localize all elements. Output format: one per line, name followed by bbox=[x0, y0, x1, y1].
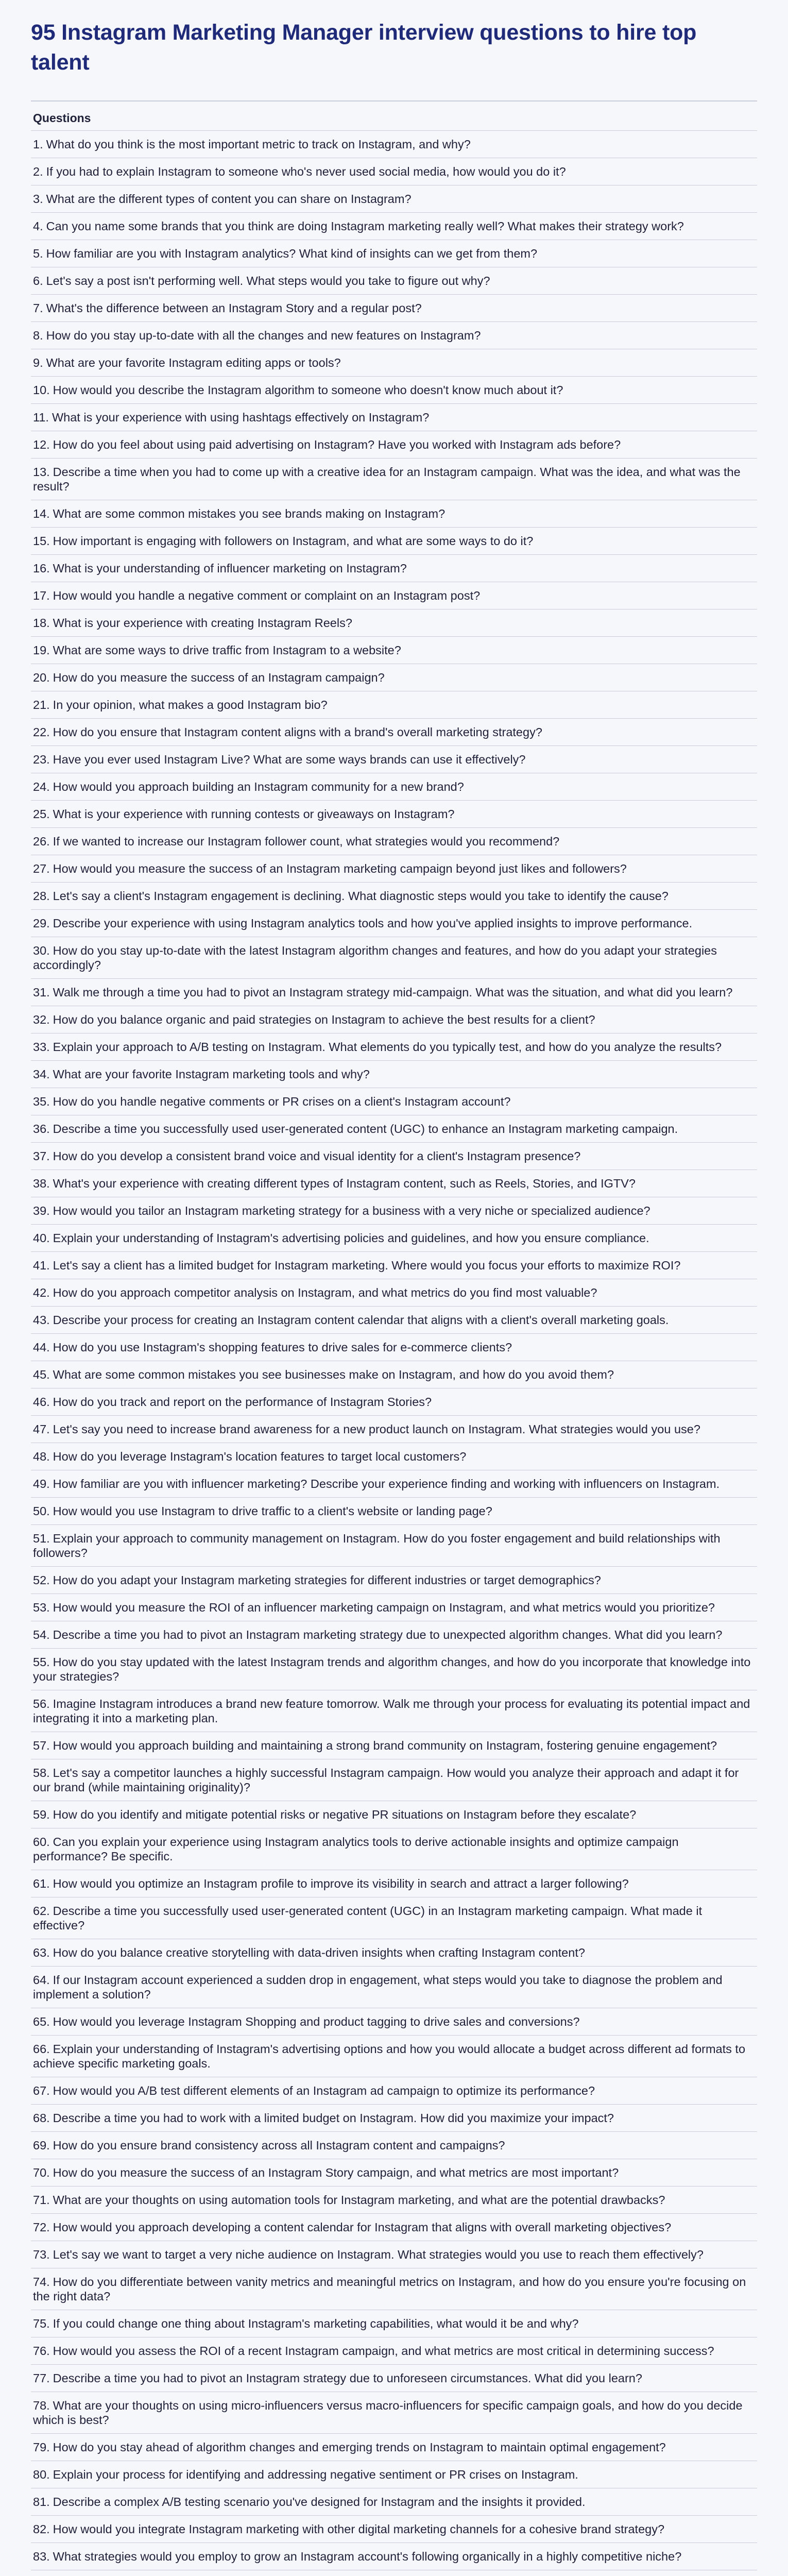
question-number: 68. bbox=[33, 2111, 50, 2125]
question-number: 6. bbox=[33, 274, 43, 287]
question-item bbox=[31, 1307, 757, 1334]
question-number: 34. bbox=[33, 1067, 50, 1081]
question-item bbox=[31, 322, 757, 349]
question-item bbox=[31, 828, 757, 855]
question-number: 44. bbox=[33, 1341, 50, 1354]
question-text: How do you stay ahead of algorithm changes and emerging trends on Instagram to maintain optimal engagement? bbox=[53, 2441, 666, 2454]
question-text: Describe a complex A/B testing scenario you've designed for Instagram and the insights it provided. bbox=[53, 2495, 586, 2509]
question-number: 71. bbox=[33, 2193, 50, 2207]
question-item bbox=[31, 937, 757, 979]
question-item bbox=[31, 1801, 757, 1828]
question-item bbox=[31, 719, 757, 746]
question-text: How do you ensure brand consistency across all Instagram content and campaigns? bbox=[53, 2139, 505, 2152]
question-text: Describe a time you had to pivot an Instagram marketing strategy due to unexpected algorithm changes. What did you learn? bbox=[53, 1628, 723, 1641]
question-text: How do you ensure that Instagram content aligns with a brand's overall marketing strategy? bbox=[53, 725, 542, 739]
question-text: Describe a time you successfully used user-generated content (UGC) in an Instagram marketing campaign. What made it effective? bbox=[33, 1904, 703, 1932]
question-number: 81. bbox=[33, 2495, 50, 2509]
question-number: 39. bbox=[33, 1204, 50, 1217]
question-text: How important is engaging with followers on Instagram, and what are some ways to do it? bbox=[53, 534, 534, 548]
question-text: How would you integrate Instagram marketing with other digital marketing channels for a cohesive brand strategy? bbox=[53, 2522, 665, 2536]
question-text: What is your experience with using hashtags effectively on Instagram? bbox=[52, 411, 430, 424]
question-number: 43. bbox=[33, 1313, 50, 1327]
question-text: What are your favorite Instagram marketing tools and why? bbox=[53, 1067, 370, 1081]
question-text: In your opinion, what makes a good Instagram bio? bbox=[53, 698, 328, 711]
question-item bbox=[31, 1361, 757, 1388]
question-text: If we wanted to increase our Instagram follower count, what strategies would you recommend? bbox=[53, 835, 560, 848]
question-text: What is your experience with creating Instagram Reels? bbox=[53, 616, 352, 630]
question-text: How would you use Instagram to drive traffic to a client's website or landing page? bbox=[53, 1504, 492, 1518]
question-item bbox=[31, 2461, 757, 2488]
question-item bbox=[31, 609, 757, 637]
question-item bbox=[31, 1498, 757, 1525]
question-text: What's your experience with creating different types of Instagram content, such as Reels, Stories, and IGTV? bbox=[53, 1177, 636, 1190]
question-item bbox=[31, 1115, 757, 1143]
question-item bbox=[31, 1225, 757, 1252]
question-number: 70. bbox=[33, 2166, 50, 2179]
question-item bbox=[31, 2337, 757, 2365]
question-number: 30. bbox=[33, 944, 50, 957]
question-number: 77. bbox=[33, 2371, 50, 2385]
question-text: What are some common mistakes you see brands making on Instagram? bbox=[53, 507, 446, 520]
question-item bbox=[31, 1388, 757, 1416]
question-number: 7. bbox=[33, 301, 43, 315]
question-item bbox=[31, 1033, 757, 1061]
question-item bbox=[31, 459, 757, 500]
question-text: Let's say a post isn't performing well. What steps would you take to figure out why? bbox=[46, 274, 490, 287]
question-number: 56. bbox=[33, 1697, 50, 1710]
question-number: 69. bbox=[33, 2139, 50, 2152]
question-text: Explain your understanding of Instagram's advertising policies and guidelines, and how you ensure compliance. bbox=[53, 1231, 649, 1245]
question-number: 75. bbox=[33, 2317, 50, 2330]
question-text: How would you leverage Instagram Shopping and product tagging to drive sales and conversions? bbox=[53, 2015, 580, 2028]
question-item bbox=[31, 2488, 757, 2516]
question-number: 49. bbox=[33, 1477, 50, 1490]
question-item bbox=[31, 801, 757, 828]
question-item bbox=[31, 131, 757, 158]
question-number: 78. bbox=[33, 2399, 50, 2412]
question-number: 42. bbox=[33, 1286, 50, 1299]
question-text: How do you identify and mitigate potential risks or negative PR situations on Instagram before they escalate? bbox=[53, 1808, 637, 1821]
question-text: Explain your understanding of Instagram's advertising options and how you would allocate a budget across different ad formats to achieve specific marketing goals. bbox=[33, 2042, 746, 2070]
question-text: How do you adapt your Instagram marketing strategies for different industries or target demographics? bbox=[53, 1573, 601, 1587]
question-text: What do you think is the most important metric to track on Instagram, and why? bbox=[46, 138, 471, 151]
question-text: How do you differentiate between vanity metrics and meaningful metrics on Instagram, and how do you ensure you're focusing on the right data? bbox=[33, 2275, 746, 2303]
question-number: 73. bbox=[33, 2248, 50, 2261]
question-text: Explain your process for identifying and addressing negative sentiment or PR crises on Instagram. bbox=[53, 2468, 578, 2481]
question-item bbox=[31, 2132, 757, 2159]
question-text: Walk me through a time you had to pivot an Instagram strategy mid-campaign. What was the situation, and what did you learn? bbox=[53, 986, 733, 999]
question-item bbox=[31, 2268, 757, 2310]
question-item bbox=[31, 2543, 757, 2570]
question-item bbox=[31, 2077, 757, 2105]
question-text: How would you optimize an Instagram profile to improve its visibility in search and attract a larger following? bbox=[53, 1877, 629, 1890]
question-number: 1. bbox=[33, 138, 43, 151]
question-item bbox=[31, 1197, 757, 1225]
question-number: 18. bbox=[33, 616, 50, 630]
question-text: Describe a time you had to pivot an Instagram strategy due to unforeseen circumstances. What did you learn? bbox=[53, 2371, 642, 2385]
question-text: What are some common mistakes you see businesses make on Instagram, and how do you avoid them? bbox=[53, 1368, 614, 1381]
question-item bbox=[31, 528, 757, 555]
question-number: 20. bbox=[33, 671, 50, 684]
question-text: What is your understanding of influencer marketing on Instagram? bbox=[53, 562, 407, 575]
question-text: How do you use Instagram's shopping features to drive sales for e-commerce clients? bbox=[53, 1341, 512, 1354]
question-item bbox=[31, 1567, 757, 1594]
question-item bbox=[31, 267, 757, 295]
question-text: How do you stay updated with the latest Instagram trends and algorithm changes, and how do you incorporate that knowledge into your strategies? bbox=[33, 1655, 751, 1683]
question-number: 60. bbox=[33, 1835, 50, 1849]
question-number: 25. bbox=[33, 807, 50, 821]
question-item bbox=[31, 349, 757, 377]
question-number: 21. bbox=[33, 698, 50, 711]
question-number: 40. bbox=[33, 1231, 50, 1245]
question-text: How familiar are you with influencer marketing? Describe your experience finding and working with influencers on Instagram. bbox=[53, 1477, 720, 1490]
question-text: How do you track and report on the performance of Instagram Stories? bbox=[53, 1395, 432, 1409]
question-text: How would you tailor an Instagram marketing strategy for a business with a very niche or specialized audience? bbox=[53, 1204, 650, 1217]
question-item bbox=[31, 582, 757, 609]
question-text: Explain your approach to community management on Instagram. How do you foster engagement and build relationships with followers? bbox=[33, 1532, 721, 1560]
question-text: How would you describe the Instagram algorithm to someone who doesn't know much about it? bbox=[53, 383, 563, 397]
question-number: 5. bbox=[33, 247, 43, 260]
question-number: 52. bbox=[33, 1573, 50, 1587]
question-number: 11. bbox=[33, 411, 49, 424]
question-item bbox=[31, 2214, 757, 2241]
question-item bbox=[31, 883, 757, 910]
question-number: 15. bbox=[33, 534, 50, 548]
question-text: How would you measure the ROI of an influencer marketing campaign on Instagram, and what metrics would you prioritize? bbox=[53, 1601, 715, 1614]
question-text: Can you explain your experience using Instagram analytics tools to derive actionable insights and optimize campaign performance? Be specific. bbox=[33, 1835, 679, 1863]
question-text: How would you approach building an Instagram community for a new brand? bbox=[53, 780, 464, 793]
page-title: 95 Instagram Marketing Manager interview questions to hire top talent bbox=[31, 20, 697, 75]
question-text: What are the different types of content you can share on Instagram? bbox=[46, 192, 412, 206]
question-number: 2. bbox=[33, 165, 43, 178]
question-item bbox=[31, 555, 757, 582]
question-item bbox=[31, 1143, 757, 1170]
question-number: 8. bbox=[33, 329, 43, 342]
question-item bbox=[31, 1690, 757, 1732]
question-number: 31. bbox=[33, 986, 50, 999]
question-text: Describe your experience with using Instagram analytics tools and how you've applied insights to improve performance. bbox=[53, 917, 693, 930]
question-text: How do you handle negative comments or PR crises on a client's Instagram account? bbox=[53, 1095, 511, 1108]
question-number: 45. bbox=[33, 1368, 50, 1381]
question-item bbox=[31, 240, 757, 267]
question-item bbox=[31, 1170, 757, 1197]
question-item bbox=[31, 1897, 757, 1939]
question-item bbox=[31, 213, 757, 240]
question-item bbox=[31, 404, 757, 431]
question-text: Let's say a client has a limited budget for Instagram marketing. Where would you focus your efforts to maximize ROI? bbox=[53, 1259, 681, 1272]
question-text: Let's say you need to increase brand awareness for a new product launch on Instagram. What strategies would you use? bbox=[53, 1422, 700, 1436]
question-number: 4. bbox=[33, 219, 43, 233]
question-number: 36. bbox=[33, 1122, 50, 1136]
question-text: What are your thoughts on using micro-influencers versus macro-influencers for specific campaign goals, and how do you decide which is best? bbox=[33, 2399, 743, 2427]
question-item bbox=[31, 1061, 757, 1088]
question-item bbox=[31, 2392, 757, 2434]
question-item bbox=[31, 1870, 757, 1897]
question-text: What's the difference between an Instagram Story and a regular post? bbox=[46, 301, 422, 315]
question-item bbox=[31, 2365, 757, 2392]
question-item bbox=[31, 1088, 757, 1115]
question-number: 72. bbox=[33, 2221, 50, 2234]
question-number: 22. bbox=[33, 725, 50, 739]
question-text: How do you develop a consistent brand voice and visual identity for a client's Instagram presence? bbox=[53, 1149, 581, 1163]
question-item bbox=[31, 1006, 757, 1033]
question-item bbox=[31, 773, 757, 801]
question-number: 65. bbox=[33, 2015, 50, 2028]
question-item bbox=[31, 1732, 757, 1759]
question-text: If you had to explain Instagram to someone who's never used social media, how would you do it? bbox=[46, 165, 566, 178]
question-number: 57. bbox=[33, 1739, 50, 1752]
question-text: How do you measure the success of an Instagram campaign? bbox=[53, 671, 385, 684]
question-number: 14. bbox=[33, 507, 50, 520]
question-item bbox=[31, 910, 757, 937]
question-text: Let's say a competitor launches a highly successful Instagram campaign. How would you analyze their approach and adapt it for our brand (while maintaining originality)? bbox=[33, 1766, 739, 1794]
question-number: 29. bbox=[33, 917, 50, 930]
question-text: Have you ever used Instagram Live? What are some ways brands can use it effectively? bbox=[53, 753, 526, 766]
question-number: 74. bbox=[33, 2275, 50, 2289]
question-item bbox=[31, 431, 757, 459]
question-number: 58. bbox=[33, 1766, 50, 1780]
question-item bbox=[31, 2159, 757, 2187]
question-text: Describe your process for creating an Instagram content calendar that aligns with a client's overall marketing goals. bbox=[53, 1313, 669, 1327]
question-number: 59. bbox=[33, 1808, 50, 1821]
question-number: 10. bbox=[33, 383, 50, 397]
question-text: What are some ways to drive traffic from Instagram to a website? bbox=[53, 643, 401, 657]
question-item bbox=[31, 1470, 757, 1498]
question-number: 35. bbox=[33, 1095, 50, 1108]
question-item bbox=[31, 158, 757, 185]
title-divider bbox=[31, 100, 757, 101]
question-item bbox=[31, 295, 757, 322]
question-number: 13. bbox=[33, 465, 50, 479]
question-item bbox=[31, 1252, 757, 1279]
question-number: 46. bbox=[33, 1395, 50, 1409]
question-text: Describe a time when you had to come up with a creative idea for an Instagram campaign. What was the idea, and what was the result? bbox=[33, 465, 741, 493]
question-text: How do you balance organic and paid strategies on Instagram to achieve the best results for a client? bbox=[53, 1013, 595, 1026]
question-number: 82. bbox=[33, 2522, 50, 2536]
question-item bbox=[31, 979, 757, 1006]
question-number: 53. bbox=[33, 1601, 50, 1614]
question-text: If our Instagram account experienced a sudden drop in engagement, what steps would you take to diagnose the problem and implement a solution? bbox=[33, 1973, 723, 2001]
question-number: 26. bbox=[33, 835, 50, 848]
question-text: Describe a time you successfully used user-generated content (UGC) to enhance an Instagram marketing campaign. bbox=[53, 1122, 678, 1136]
question-number: 9. bbox=[33, 356, 43, 369]
question-item bbox=[31, 2008, 757, 2036]
question-item bbox=[31, 1594, 757, 1621]
question-item bbox=[31, 2036, 757, 2077]
question-text: How would you approach building and maintaining a strong brand community on Instagram, fostering genuine engagement? bbox=[53, 1739, 717, 1752]
question-number: 16. bbox=[33, 562, 50, 575]
question-text: What strategies would you employ to grow an Instagram account's following organically in a highly competitive niche? bbox=[53, 2550, 682, 2563]
question-number: 47. bbox=[33, 1422, 50, 1436]
question-number: 63. bbox=[33, 1946, 50, 1959]
section-header: Questions bbox=[33, 111, 91, 125]
question-text: How do you stay up-to-date with the latest Instagram algorithm changes and features, and how do you adapt your strategies accordingly? bbox=[33, 944, 717, 972]
question-text: How would you A/B test different elements of an Instagram ad campaign to optimize its performance? bbox=[53, 2084, 595, 2097]
question-item bbox=[31, 1334, 757, 1361]
question-text: How would you measure the success of an Instagram marketing campaign beyond just likes and followers? bbox=[53, 862, 627, 875]
question-text: If you could change one thing about Instagram's marketing capabilities, what would it be and why? bbox=[53, 2317, 579, 2330]
question-item bbox=[31, 1649, 757, 1690]
question-item bbox=[31, 1939, 757, 1967]
question-number: 41. bbox=[33, 1259, 50, 1272]
question-text: Can you name some brands that you think are doing Instagram marketing really well? What makes their strategy work? bbox=[46, 219, 684, 233]
question-item bbox=[31, 855, 757, 883]
question-item bbox=[31, 1759, 757, 1801]
question-number: 38. bbox=[33, 1177, 50, 1190]
question-item bbox=[31, 746, 757, 773]
question-text: How do you stay up-to-date with all the changes and new features on Instagram? bbox=[46, 329, 481, 342]
question-text: How familiar are you with Instagram analytics? What kind of insights can we get from them? bbox=[46, 247, 538, 260]
question-item bbox=[31, 691, 757, 719]
question-item bbox=[31, 2241, 757, 2268]
question-item bbox=[31, 1828, 757, 1870]
question-number: 3. bbox=[33, 192, 43, 206]
question-item bbox=[31, 1525, 757, 1567]
question-number: 83. bbox=[33, 2550, 50, 2563]
question-text: How do you balance creative storytelling with data-driven insights when crafting Instagram content? bbox=[53, 1946, 585, 1959]
question-number: 48. bbox=[33, 1450, 50, 1463]
question-text: Let's say we want to target a very niche audience on Instagram. What strategies would you use to reach them effectively? bbox=[53, 2248, 704, 2261]
question-item bbox=[31, 664, 757, 691]
question-number: 61. bbox=[33, 1877, 50, 1890]
question-item bbox=[31, 2105, 757, 2132]
question-number: 50. bbox=[33, 1504, 50, 1518]
question-text: How do you feel about using paid advertising on Instagram? Have you worked with Instagram ads before? bbox=[53, 438, 621, 451]
question-text: How would you approach developing a content calendar for Instagram that aligns with overall marketing objectives? bbox=[53, 2221, 672, 2234]
question-number: 66. bbox=[33, 2042, 50, 2056]
question-text: Imagine Instagram introduces a brand new feature tomorrow. Walk me through your process for evaluating its potential impact and integrating it into a marketing plan. bbox=[33, 1697, 750, 1725]
question-item bbox=[31, 1443, 757, 1470]
question-text: What are your thoughts on using automation tools for Instagram marketing, and what are the potential drawbacks? bbox=[53, 2193, 665, 2207]
question-item bbox=[31, 2187, 757, 2214]
question-number: 12. bbox=[33, 438, 50, 451]
question-number: 17. bbox=[33, 589, 50, 602]
question-text: How do you approach competitor analysis on Instagram, and what metrics do you find most valuable? bbox=[53, 1286, 597, 1299]
question-item bbox=[31, 2310, 757, 2337]
question-item bbox=[31, 2434, 757, 2461]
question-item bbox=[31, 185, 757, 213]
question-text: What is your experience with running contests or giveaways on Instagram? bbox=[53, 807, 455, 821]
question-number: 64. bbox=[33, 1973, 50, 1987]
question-number: 55. bbox=[33, 1655, 50, 1669]
question-text: What are your favorite Instagram editing apps or tools? bbox=[46, 356, 341, 369]
question-number: 19. bbox=[33, 643, 50, 657]
question-item bbox=[31, 500, 757, 528]
question-item bbox=[31, 1279, 757, 1307]
question-text: How would you assess the ROI of a recent Instagram campaign, and what metrics are most critical in determining success? bbox=[53, 2344, 714, 2358]
question-number: 28. bbox=[33, 889, 50, 903]
question-item bbox=[31, 1621, 757, 1649]
question-number: 79. bbox=[33, 2441, 50, 2454]
question-item bbox=[31, 377, 757, 404]
question-item bbox=[31, 2570, 757, 2576]
question-number: 23. bbox=[33, 753, 50, 766]
question-item bbox=[31, 1416, 757, 1443]
question-number: 37. bbox=[33, 1149, 50, 1163]
question-text: How do you leverage Instagram's location features to target local customers? bbox=[53, 1450, 467, 1463]
questions-list bbox=[31, 131, 757, 2576]
question-number: 27. bbox=[33, 862, 50, 875]
question-text: Describe a time you had to work with a limited budget on Instagram. How did you maximize your impact? bbox=[53, 2111, 614, 2125]
question-number: 80. bbox=[33, 2468, 50, 2481]
question-number: 51. bbox=[33, 1532, 50, 1545]
question-text: How do you measure the success of an Instagram Story campaign, and what metrics are most important? bbox=[53, 2166, 619, 2179]
question-number: 62. bbox=[33, 1904, 50, 1918]
question-text: Let's say a client's Instagram engagement is declining. What diagnostic steps would you take to identify the cause? bbox=[53, 889, 669, 903]
question-number: 33. bbox=[33, 1040, 50, 1054]
question-text: How would you handle a negative comment or complaint on an Instagram post? bbox=[53, 589, 481, 602]
question-number: 24. bbox=[33, 780, 50, 793]
question-number: 32. bbox=[33, 1013, 50, 1026]
question-number: 76. bbox=[33, 2344, 50, 2358]
question-item bbox=[31, 1967, 757, 2008]
question-number: 67. bbox=[33, 2084, 50, 2097]
question-item bbox=[31, 637, 757, 664]
question-text: Explain your approach to A/B testing on Instagram. What elements do you typically test, and how do you analyze the results? bbox=[53, 1040, 722, 1054]
question-number: 54. bbox=[33, 1628, 50, 1641]
question-item bbox=[31, 2516, 757, 2543]
